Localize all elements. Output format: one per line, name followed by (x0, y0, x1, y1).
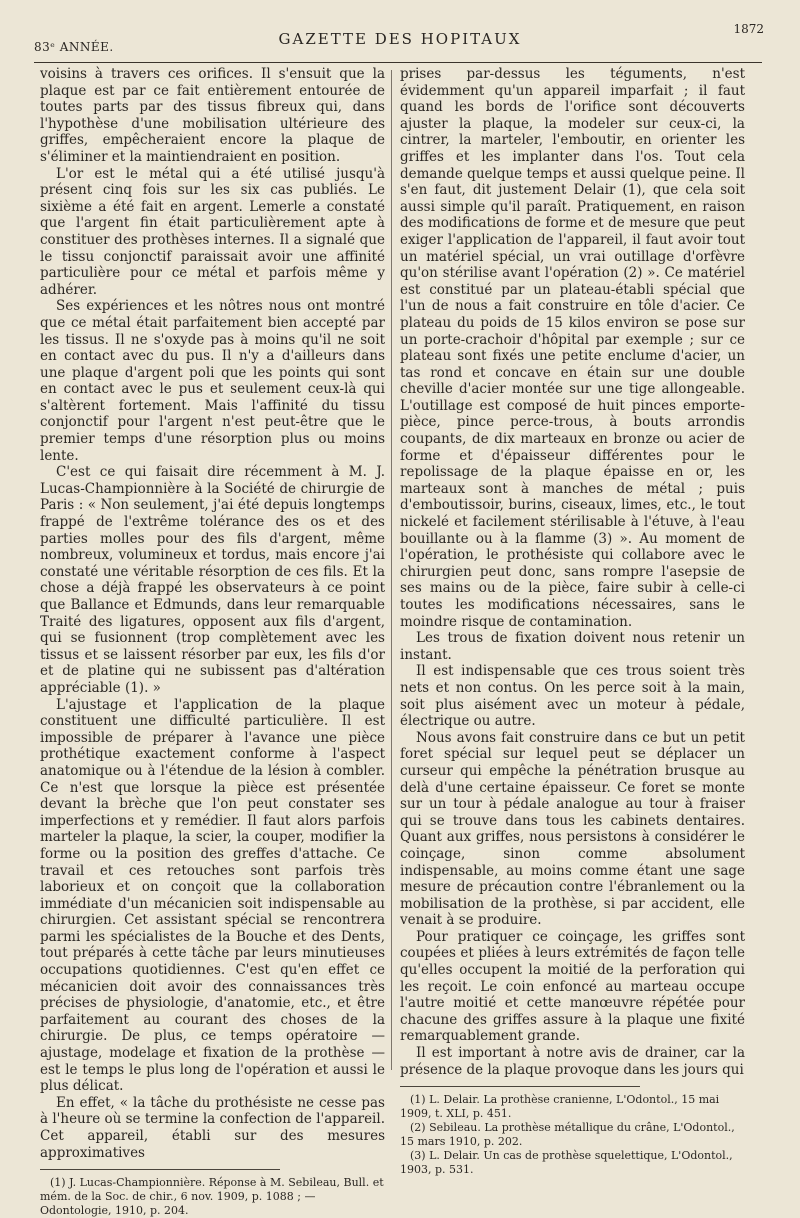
paragraph: Il est important à notre avis de drainer, car la présence de la plaque provoque dans les jours qui (400, 1045, 745, 1078)
header-rule (34, 62, 762, 63)
paragraph: En effet, « la tâche du prothésiste ne cesse pas à l'heure où se termine la confection de l'appareil. Cet appareil, établi sur des mesures approximatives (40, 1094, 385, 1161)
paragraph: L'or est le métal qui a été utilisé jusqu'à présent cinq fois sur les six cas publiés. Le sixième a été fait en argent. Lemerle a constaté que l'argent fin était particulièrement apte à constituer des prothèses internes. Il a signalé que le tissu conjonctif paraissait avoir une affinité particulière pour ce métal et parfois même y adhérer. (40, 165, 385, 298)
paragraph: Pour pratiquer ce coinçage, les griffes sont coupées et pliées à leurs extrémités de façon telle qu'elles occupent la moitié de la perforation qui les reçoit. Le coin enfoncé au marteau occupe l'autre moitié et cette manœuvre répétée pour chacune des griffes assure à la plaque une fixité remarquablement grande. (400, 928, 745, 1045)
paragraph: voisins à travers ces orifices. Il s'ensuit que la plaque est par ce fait entièrement entourée de toutes parts par des tissus fibreux qui, dans l'hypothèse d'une mobilisation ultérieure des griffes, empêcheraient encore la plaque de s'éliminer et la maintiendraient en position. (40, 66, 385, 165)
footnote-rule (400, 1086, 640, 1087)
paragraph: Les trous de fixation doivent nous retenir un instant. (400, 630, 745, 663)
right-column (400, 66, 745, 1177)
page-number: 1872 (733, 22, 764, 36)
footnote: (1) J. Lucas-Championnière. Réponse à M. Sebileau, Bull. et mém. de la Soc. de chir., 6 nov. 1909, p. 1088 ; — Odontologie, 1910, p. 204. (40, 1176, 384, 1218)
left-footnotes (40, 1176, 385, 1218)
left-column (40, 66, 385, 1218)
footnote: (2) Sebileau. La prothèse métallique du crâne, L'Odontol., 15 mars 1910, p. 202. (400, 1121, 735, 1149)
right-footnotes (400, 1093, 745, 1177)
journal-title: GAZETTE DES HOPITAUX (278, 30, 522, 48)
paragraph: prises par-dessus les téguments, n'est évidemment qu'un appareil imparfait ; il faut quand les bords de l'orifice sont découverts ajuster la plaque, la modeler sur ceux-ci, la cintrer, la marteler, l'emboutir, en orienter les griffes et les implanter dans l'os. Tout cela demande quelque temps et aussi quelque peine. Il s'en faut, dit justement Delair (1), que cela soit aussi simple qu'il paraît. Pratiquement, en raison des modifications de forme et de mesure que peut exiger l'application de l'appareil, il faut avoir tout un matériel spécial, un vrai outillage d'orfèvre qu'on stérilise avant l'opération (2) ». Ce matériel est constitué par un plateau-établi spécial que l'un de nous a fait construire en tôle d'acier. Ce plateau du poids de 15 kilos environ se pose sur un porte-crachoir d'hôpital par exemple ; sur ce plateau sont fixés une petite enclume d'acier, un tas rond et concave en étain sur une double cheville d'acier montée sur une tige allongeable. L'outillage est composé de huit pinces emporte-pièce, pince perce-trous, à bouts arrondis coupants, de dix marteaux en bronze ou acier de forme et d'épaisseur différentes pour le repolissage de la plaque épaisse en or, les marteaux sont à manches de métal ; puis d'emboutissoir, burins, ciseaux, limes, etc., le tout nickelé et facilement stérilisable à l'étuve, à l'eau bouillante ou à la flamme (3) ». Au moment de l'opération, le prothésiste qui collabore avec le chirurgien peut donc, sans rompre l'asepsie de ses mains ou de la pièce, faire subir à celle-ci toutes les modifications nécessaires, sans le moindre risque de contamination. (400, 66, 745, 630)
year-label: 83ᵉ ANNÉE. (34, 40, 114, 54)
paragraph: L'ajustage et l'application de la plaque constituent une difficulté particulière. Il est impossible de préparer à l'avance une pièce prothétique exactement conforme à l'aspect anatomique ou à l'étendue de la lésion à combler. Ce n'est que lorsque la pièce est présentée devant la brèche que l'on peut constater ses imperfections et y remédier. Il faut alors parfois marteler la plaque, la scier, la couper, modifier la forme ou la position des greffes d'attache. Ce travail et ces retouches sont parfois très laborieux et on conçoit que la collaboration immédiate d'un mécanicien soit indispensable au chirurgien. Cet assistant spécial se rencontrera parmi les spécialistes de la Bouche et des Dents, tout préparés à cette tâche par leurs minutieuses occupations quotidiennes. C'est qu'en effet ce mécanicien doit avoir des connaissances très précises de physiologie, d'anatomie, etc., et être parfaitement au courant des choses de la chirurgie. De plus, ce temps opératoire — ajustage, modelage et fixation de la prothèse — est le temps le plus long de l'opération et aussi le plus délicat. (40, 696, 385, 1095)
paragraph: C'est ce qui faisait dire récemment à M. J. Lucas-Championnière à la Société de chirurgie de Paris : « Non seulement, j'ai été depuis longtemps frappé de l'extrême tolérance des os et des parties molles pour des fils d'argent, même nombreux, volumineux et tordus, mais encore j'ai constaté une véritable résorption de ces fils. Et la chose a déjà frappé les observateurs à ce point que Ballance et Edmunds, dans leur remarquable Traité des ligatures, opposent aux fils d'argent, qui se fusionnent (trop complètement avec les tissus et se laissent résorber par eux, les fils d'or et de platine qui ne subissent pas d'altération appréciable (1). » (40, 464, 385, 696)
paragraph: Il est indispensable que ces trous soient très nets et non contus. On les perce soit à la main, soit plus aisément avec un moteur à pédale, électrique ou autre. (400, 663, 745, 730)
paragraph: Ses expériences et les nôtres nous ont montré que ce métal était parfaitement bien accepté par les tissus. Il ne s'oxyde pas à moins qu'il ne soit en contact avec du pus. Il n'y a d'ailleurs dans une plaque d'argent poli que les points qui sont en contact avec le pus et seulement ceux-là qui s'altèrent fortement. Mais l'affinité du tissu conjonctif pour l'argent n'est peut-être que le premier temps d'une résorption plus ou moins lente. (40, 298, 385, 464)
page-header (0, 0, 800, 60)
footnote: (3) L. Delair. Un cas de prothèse squelettique, L'Odontol., 1903, p. 531. (400, 1149, 733, 1177)
paragraph: Nous avons fait construire dans ce but un petit foret spécial sur lequel peut se déplacer un curseur qui empêche la pénétration brusque au delà d'une certaine épaisseur. Ce foret se monte sur un tour à pédale analogue au tour à fraiser qui se trouve dans tous les cabinets dentaires. Quant aux griffes, nous persistons à considérer le coinçage, sinon comme absolument indispensable, au moins comme étant une sage mesure de précaution contre l'ébranlement ou la mobilisation de la prothèse, si par accident, elle venait à se produire. (400, 729, 745, 929)
footnote-rule (40, 1169, 280, 1170)
footnote: (1) L. Delair. La prothèse cranienne, L'Odontol., 15 mai 1909, t. XLI, p. 451. (400, 1093, 720, 1121)
column-separator (391, 70, 392, 1070)
